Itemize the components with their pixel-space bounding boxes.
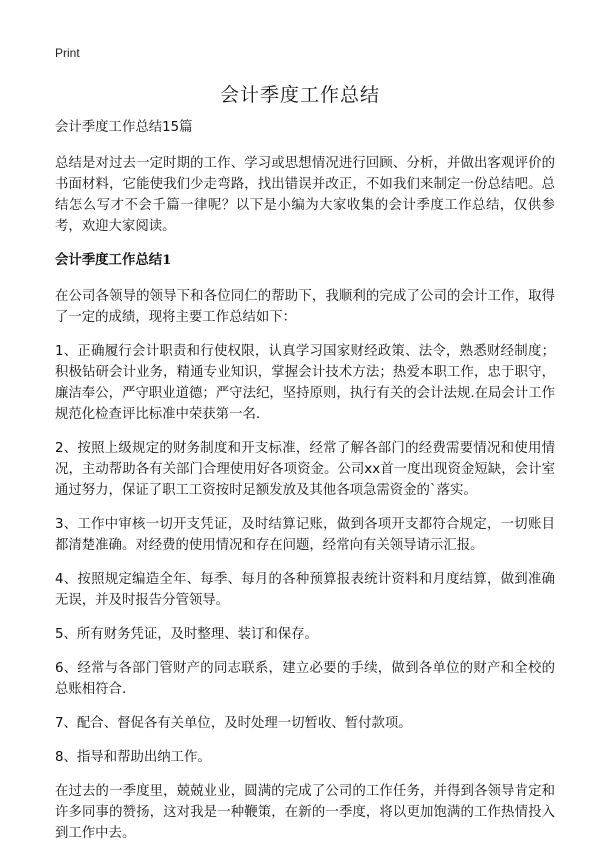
- body-paragraph: 3、工作中审核一切开支凭证，及时结算记账，做到各项开支都符合规定，一切账目都清楚准确。对经费的使用情况和存在问题，经常向有关领导请示汇报。: [55, 517, 555, 553]
- body-paragraph: 在公司各领导的领导下和各位同仁的帮助下，我顺利的完成了公司的会计工作，取得了一定的成绩，现将主要工作总结如下：: [55, 289, 555, 325]
- print-link[interactable]: Print: [55, 46, 80, 60]
- body-paragraph: 8、指导和帮助出纳工作。: [55, 750, 211, 765]
- body-paragraph: 在过去的一季度里，兢兢业业，圆满的完成了公司的工作任务，并得到各领导肯定和许多同事的赞扬，这对我是一种鞭策，在新的一季度，将以更加饱满的工作热情投入到工作中去。: [55, 784, 555, 841]
- body-paragraph: 7、配合、督促各有关单位，及时处理一切暂收、暂付款项。: [55, 716, 412, 731]
- document-body: [55, 117, 555, 857]
- page-title: 会计季度工作总结: [219, 84, 380, 106]
- body-paragraph: 5、所有财务凭证，及时整理、装订和保存。: [55, 627, 318, 642]
- section-heading: 会计季度工作总结1: [55, 252, 172, 268]
- body-paragraph: 4、按照规定编造全年、每季、每月的各种预算报表统计资料和月度结算，做到准确无误，并及时报告分管领导。: [55, 572, 555, 608]
- intro-paragraph: 总结是对过去一定时期的工作、学习或思想情况进行回顾、分析，并做出客观评价的书面材料，它能使我们少走弯路，找出错误并改正，不如我们来制定一份总结吧。总结怎么写才不会千篇一律呢？以下是小编为大家收集的会计季度工作总结，仅供参考，欢迎大家阅读。: [55, 156, 555, 234]
- body-paragraph: 2、按照上级规定的财务制度和开支标准，经常了解各部门的经费需要情况和使用情况，主动帮助各有关部门合理使用好各项资金。公司xx首一度出现资金短缺，会计室通过努力，保证了职工工资按时足额发放及其他各项急需资金的`落实。: [55, 441, 555, 498]
- body-paragraph: 1、正确履行会计职责和行使权限，认真学习国家财经政策、法令，熟悉财经制度；积极钻研会计业务，精通专业知识，掌握会计技术方法；热爱本职工作，忠于职守，廉洁奉公，严守职业道德；严守法纪，坚持原则，执行有关的会计法规.在局会计工作规范化检查评比标准中荣获第一名.: [55, 344, 555, 422]
- body-paragraph: 6、经常与各部门管财产的同志联系，建立必要的手续，做到各单位的财产和全校的总账相符合.: [55, 661, 555, 697]
- document-subtitle: 会计季度工作总结15篇: [55, 120, 193, 135]
